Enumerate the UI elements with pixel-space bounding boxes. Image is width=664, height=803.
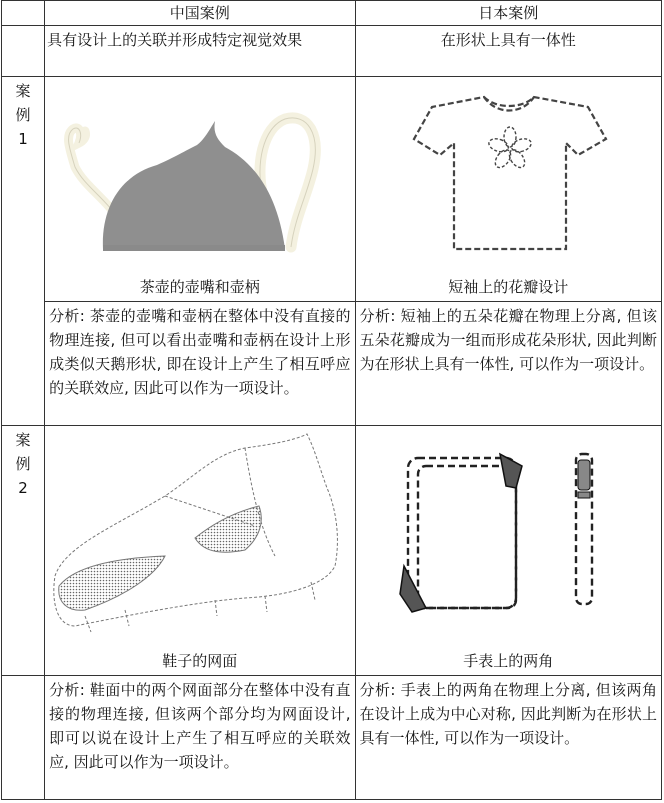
case2-china-caption: 鞋子的网面	[162, 652, 238, 670]
case1-japan-cell	[355, 77, 661, 302]
teapot-image	[45, 77, 355, 277]
header-china: 中国案例	[45, 1, 355, 26]
case1-china-caption: 茶壶的壶嘴和壶柄	[139, 278, 260, 296]
header-japan: 日本案例	[355, 1, 661, 26]
watch-image	[356, 426, 662, 648]
watch-corner-icon	[400, 454, 522, 612]
header-empty-cell	[2, 1, 45, 26]
comparison-table	[1, 0, 662, 800]
case1-china-analysis: 分析: 茶壶的壶嘴和壶柄在整体中没有直接的物理连接, 但可以看出壶嘴和壶柄在设计上形成类似天鹅形状, 即在设计上产生了相互呼应的关联效应, 因此可以作为一项设计。	[45, 302, 355, 426]
case2-label-char: 例	[15, 455, 31, 473]
case1-analysis-row	[2, 302, 662, 426]
case2-japan-analysis: 分析: 手表上的两角在物理上分离, 但该两角在设计上成为中心对称, 因此判断为在形状上具有一体性, 可以作为一项设计。	[355, 676, 661, 800]
case2-china-analysis: 分析: 鞋面中的两个网面部分在整体中没有直接的物理连接, 但该两个部分均为网面设计, 即可以说在设计上产生了相互呼应的关联效应, 因此可以作为一项设计。	[45, 676, 355, 800]
subheader-china: 具有设计上的关联并形成特定视觉效果	[45, 26, 355, 77]
subheader-row	[2, 26, 662, 77]
tshirt-image	[356, 77, 662, 277]
case2-china-cell	[45, 426, 355, 676]
case2-image-row	[2, 426, 662, 676]
subheader-japan: 在形状上具有一体性	[355, 26, 661, 77]
case1-label-char: 1	[18, 130, 28, 148]
case1-japan-analysis: 分析: 短袖上的五朵花瓣在物理上分离, 但该五朵花瓣成为一组而形成花朵形状, 因此判断为在形状上具有一体性, 可以作为一项设计。	[355, 302, 661, 426]
case1-label	[2, 77, 45, 426]
case2-japan-caption: 手表上的两角	[463, 652, 554, 670]
case2-label-char: 案	[15, 431, 31, 449]
subheader-empty-cell	[2, 26, 45, 77]
case1-china-cell	[45, 77, 355, 302]
case1-label-char: 例	[15, 106, 31, 124]
case1-label-char: 案	[15, 82, 31, 100]
case2-analysis-row	[2, 676, 662, 800]
case1-image-row	[2, 77, 662, 302]
header-row	[2, 1, 662, 26]
shoe-image	[45, 426, 355, 648]
case1-japan-caption: 短袖上的花瓣设计	[448, 278, 569, 296]
case2-label-char: 2	[18, 479, 28, 497]
case2-label	[2, 426, 45, 676]
flower-icon	[487, 127, 533, 170]
case2-japan-cell	[355, 426, 661, 676]
case2-analysis-empty-cell	[2, 676, 45, 800]
